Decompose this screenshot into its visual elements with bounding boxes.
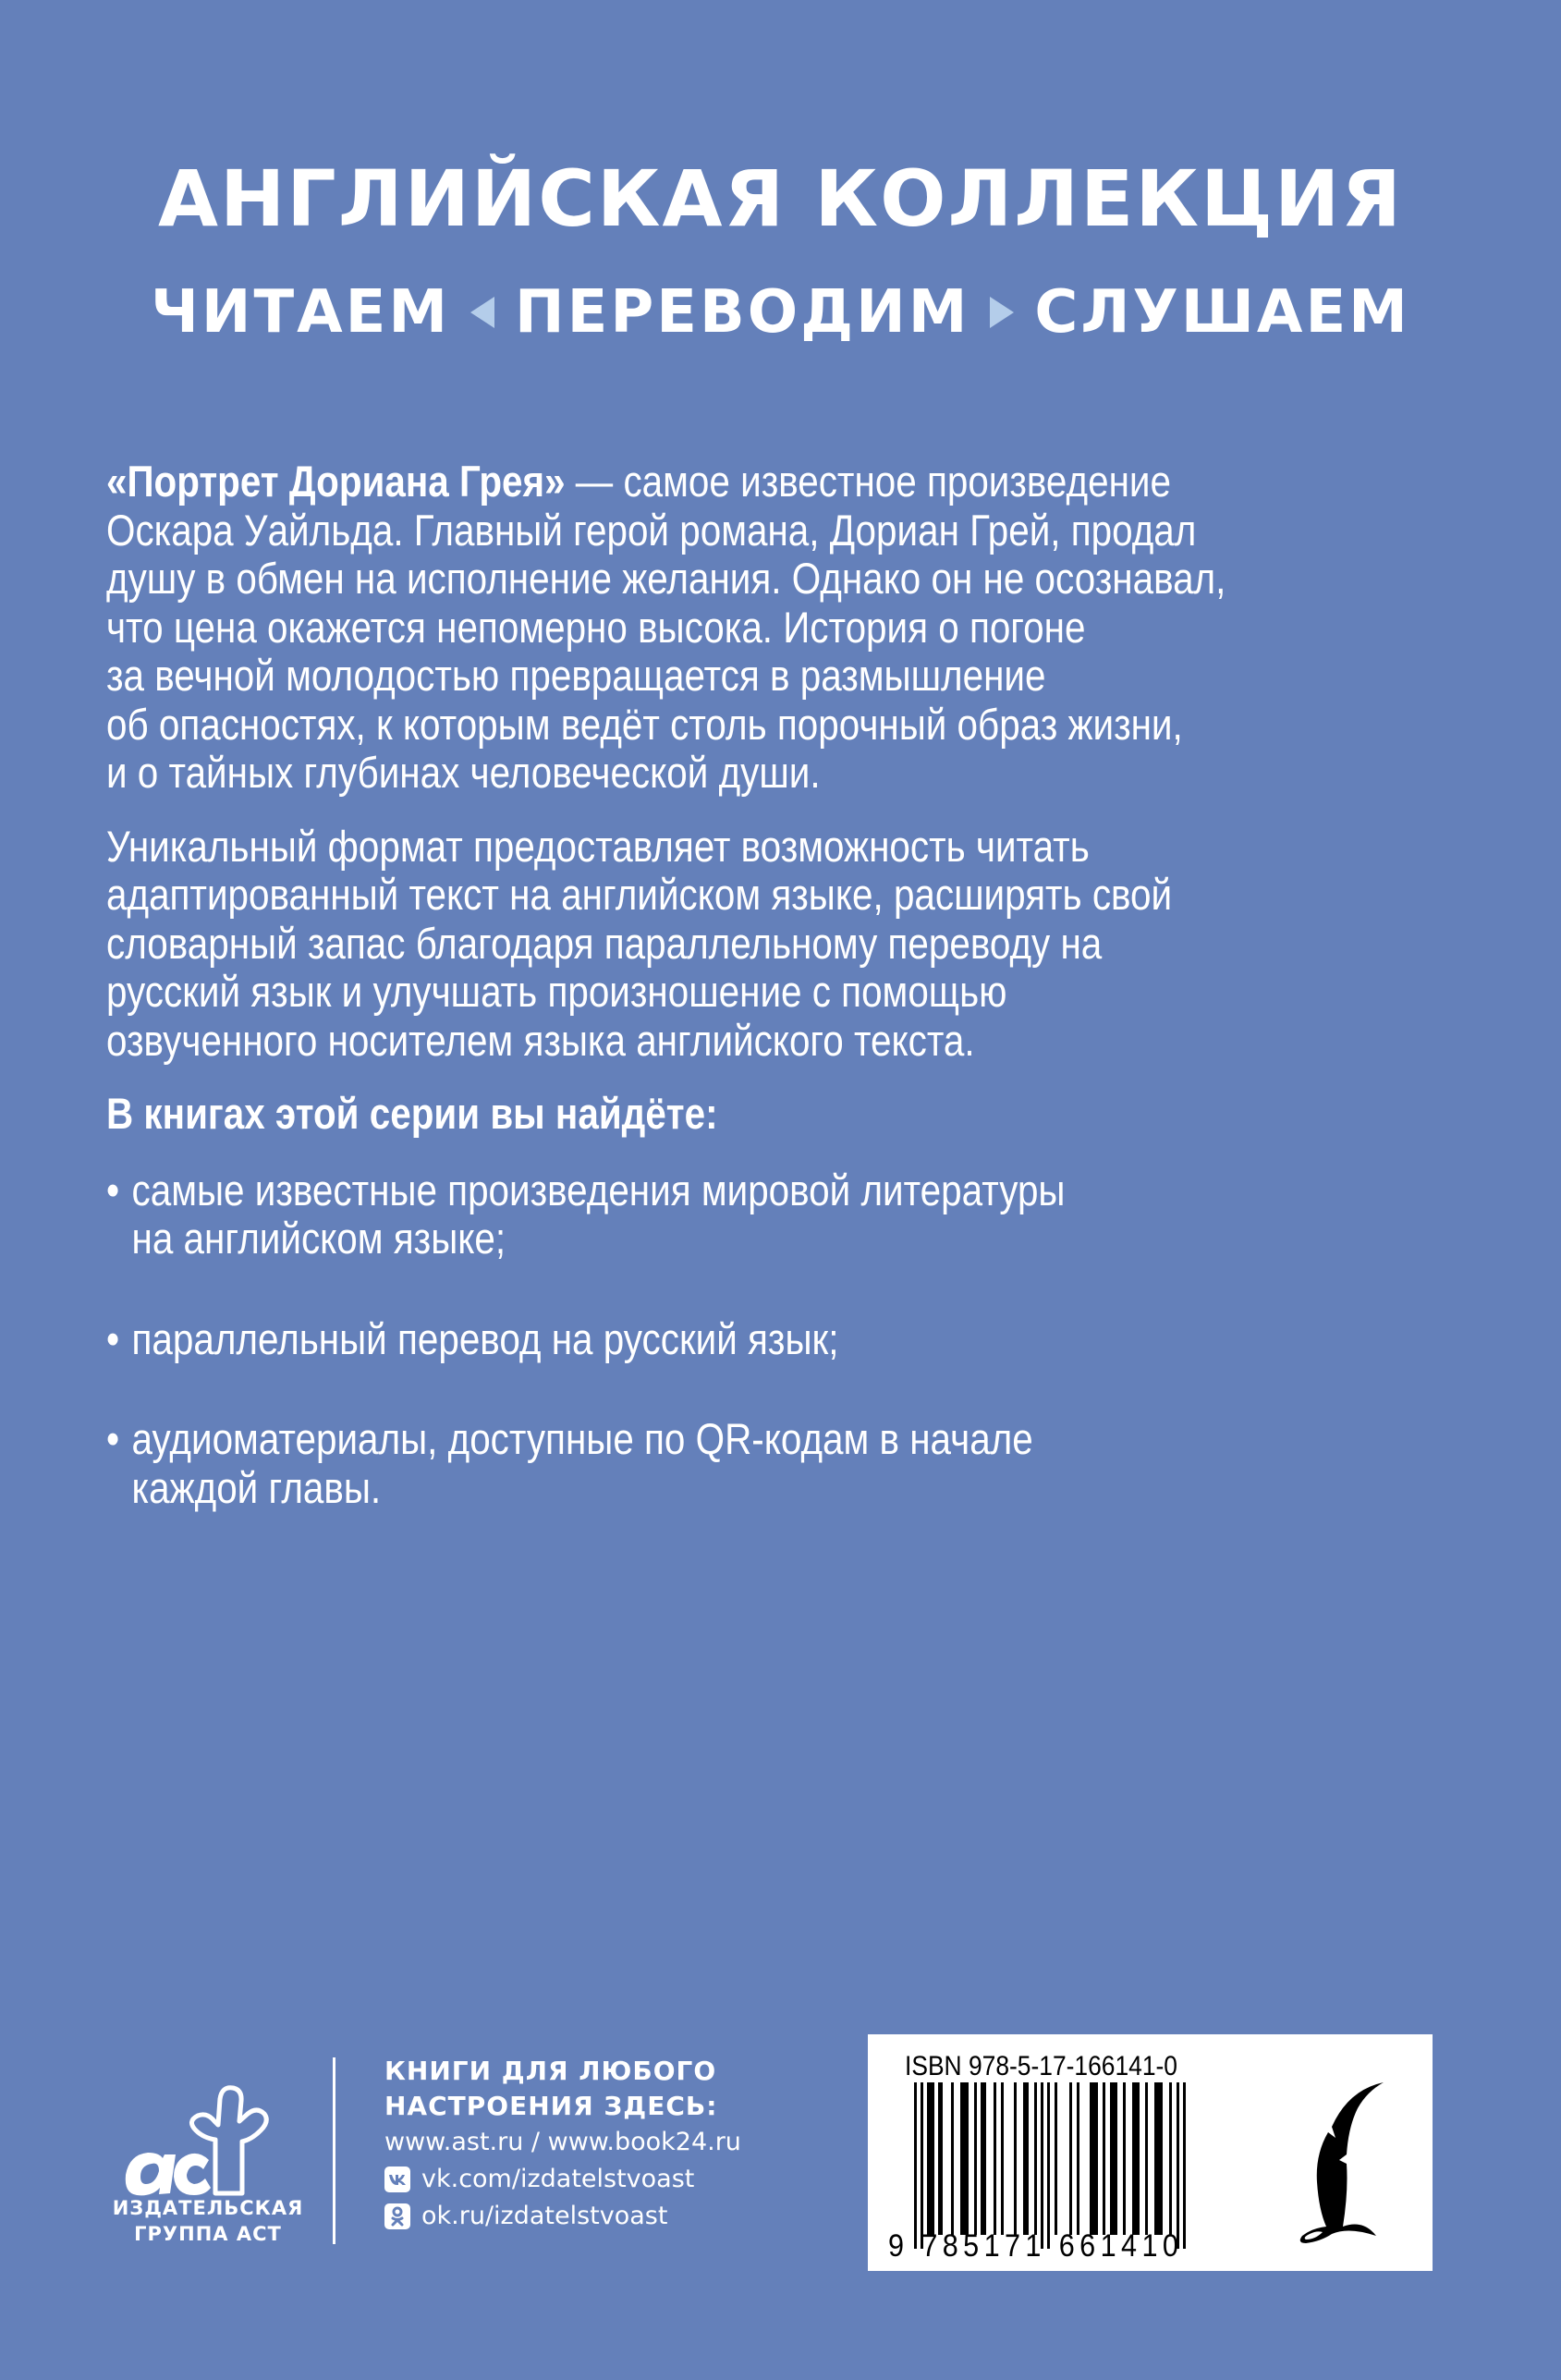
barcode-digit-prefix: 9 (888, 2228, 909, 2264)
barcode-digit-group: 661410 (1058, 2228, 1184, 2264)
odnoklassniki-icon (384, 2203, 410, 2229)
triangle-left-icon (470, 297, 494, 328)
feature-text: аудиоматериалы, доступные по QR-кодам в начале (131, 1414, 1033, 1463)
description-line-text: — самое известное произведение (565, 457, 1171, 506)
feature-item (106, 1415, 1474, 1512)
format-line: адаптированный текст на английском языке, расширять свой (106, 870, 1173, 919)
description-line: и о тайных глубинах человеческой души. (106, 748, 821, 797)
barcode-digits (888, 2228, 1183, 2264)
vk-link-text[interactable]: vk.com/izdatelstvoast (421, 2165, 695, 2193)
description-line (106, 458, 1283, 507)
vk-icon (384, 2166, 410, 2192)
format-line: словарный запас благодаря параллельному переводу на (106, 918, 1103, 968)
description-line: что цена окажется непомерно высока. История о погоне (106, 602, 1086, 652)
triangle-right-icon (990, 297, 1014, 328)
description-line: за вечной молодостью превращается в размышление (106, 651, 1046, 700)
features-list (106, 1166, 1474, 1513)
feature-text: самые известные произведения мировой литературы (131, 1165, 1066, 1214)
feature-text: параллельный перевод на русский язык; (131, 1313, 839, 1363)
publisher-name-line: ГРУППА АСТ (134, 2223, 282, 2245)
tagline-line: КНИГИ ДЛЯ ЛЮБОГО (384, 2056, 717, 2086)
feature-item (106, 1315, 1474, 1364)
publisher-links (384, 2054, 741, 2235)
feature-item (106, 1166, 1474, 1263)
websites-text[interactable]: www.ast.ru / www.book24.ru (384, 2128, 741, 2156)
websites-link[interactable] (384, 2124, 741, 2161)
subtitle-word-translate: ПЕРЕВОДИМ (515, 278, 970, 347)
ok-link[interactable] (384, 2198, 741, 2235)
format-line: Уникальный формат предоставляет возможность читать (106, 821, 1090, 871)
footer-divider (333, 2057, 335, 2244)
feature-text: каждой главы. (131, 1462, 382, 1512)
bullet-icon: • (106, 1414, 120, 1463)
description-line: об опасностях, к которым ведёт столь порочный образ жизни, (106, 699, 1183, 749)
bullet-icon: • (106, 1165, 120, 1214)
publisher-name (92, 2195, 323, 2247)
description-line: Оскара Уайльда. Главный герой романа, Дориан Грей, продал (106, 505, 1197, 555)
subtitle-word-read: ЧИТАЕМ (151, 278, 451, 347)
book-title: «Портрет Дориана Грея» (106, 457, 566, 506)
series-subtitle (0, 275, 1561, 349)
features-heading: В книгах этой серии вы найдёте: (106, 1089, 718, 1138)
format-paragraph (106, 823, 1474, 1066)
series-title: АНГЛИЙСКАЯ КОЛЛЕКЦИЯ (157, 153, 1403, 244)
format-line: русский язык и улучшать произношение с помощью (106, 967, 1007, 1016)
publisher-name-line: ИЗДАТЕЛЬСКАЯ (112, 2197, 304, 2219)
description-paragraph (106, 458, 1474, 798)
back-cover-copy (106, 458, 1474, 1564)
tagline-line: НАСТРОЕНИЯ ЗДЕСЬ: (384, 2091, 718, 2121)
description-line: душу в обмен на исполнение желания. Однако он не осознавал, (106, 554, 1226, 603)
subtitle-word-listen: СЛУШАЕМ (1034, 278, 1410, 347)
isbn-barcode-panel (868, 2034, 1433, 2271)
isbn-label: ISBN 978-5-17-166141-0 (905, 2051, 1177, 2081)
feature-text: на английском языке; (131, 1214, 506, 1263)
bullet-icon: • (106, 1313, 120, 1363)
format-line: озвученного носителем языка английского текста. (106, 1015, 975, 1065)
quill-feather-icon (1274, 2071, 1404, 2256)
ok-link-text[interactable]: ok.ru/izdatelstvoast (421, 2202, 668, 2230)
barcode-digit-group: 785171 (921, 2228, 1046, 2264)
vk-link[interactable] (384, 2161, 741, 2198)
